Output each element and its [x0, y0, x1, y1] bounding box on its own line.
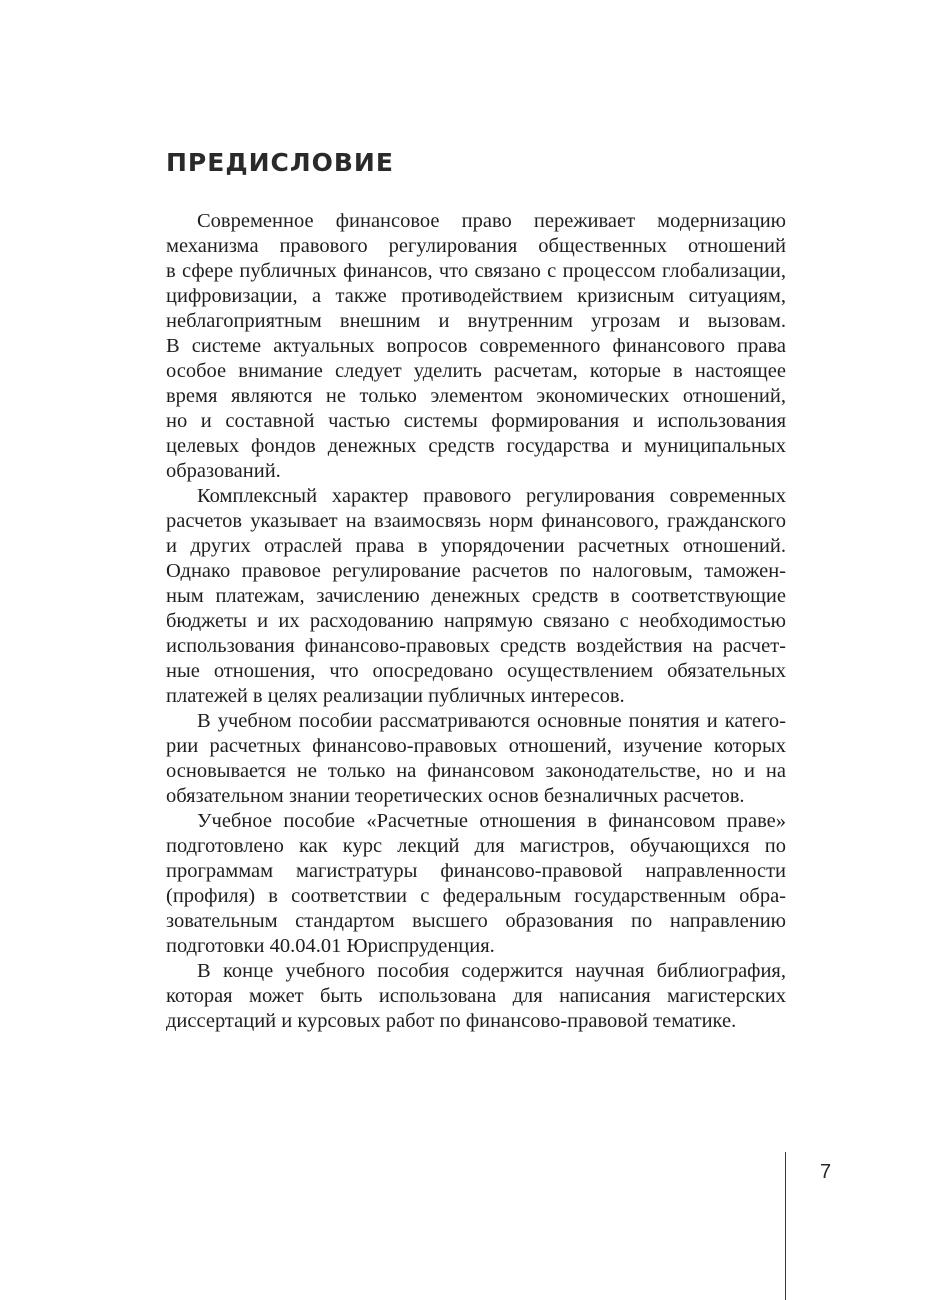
text-line: Однако правовое регулирование расчетов по налоговым, таможен- [166, 560, 786, 582]
text-line: Учебное пособие «Расчетные отношения в финансовом праве» [197, 810, 786, 832]
text-line: платежей в целях реализации публичных интересов. [166, 685, 625, 707]
text-line: основывается не только на финансовом законодательстве, но и на [166, 760, 786, 782]
text-line: Современное финансовое право переживает модернизацию [197, 210, 786, 232]
text-line: и других отраслей права в упорядочении расчетных отношений. [166, 535, 786, 557]
text-line: программам магистратуры финансово-правовой направленности [166, 860, 786, 882]
page-number: 7 [820, 1161, 832, 1183]
text-line: механизма правового регулирования общественных отношений [166, 235, 786, 257]
text-line: (профиля) в соответствии с федеральным государственным обра- [166, 885, 786, 907]
text-line: время являются не только элементом экономических отношений, [166, 385, 786, 407]
text-line: ные отношения, что опосредовано осуществлением обязательных [166, 660, 786, 682]
text-line: зовательным стандартом высшего образования по направлению [166, 910, 786, 932]
paragraph [166, 959, 786, 1034]
text-line: цифровизации, а также противодействием кризисным ситуациям, [166, 285, 786, 307]
text-line: неблагоприятным внешним и внутренним угрозам и вызовам. [166, 310, 786, 332]
text-line: Комплексный характер правового регулирования современных [197, 485, 786, 507]
text-line: особое внимание следует уделить расчетам, которые в настоящее [166, 360, 786, 382]
chapter-heading: ПРЕДИСЛОВИЕ [166, 148, 394, 177]
text-line: но и составной частью системы формирования и использования [166, 410, 786, 432]
text-line: подготовлено как курс лекций для магистров, обучающихся по [166, 835, 786, 857]
text-line: обязательном знании теоретических основ безналичных расчетов. [166, 785, 745, 807]
text-line: расчетов указывает на взаимосвязь норм финансового, гражданского [166, 510, 786, 532]
text-line: целевых фондов денежных средств государства и муниципальных [166, 435, 786, 457]
paragraph [166, 209, 786, 484]
text-line: диссертаций и курсовых работ по финансово-правовой тематике. [166, 1010, 737, 1032]
margin-rule [785, 1152, 786, 1300]
text-line: подготовки 40.04.01 Юриспруденция. [166, 935, 495, 957]
paragraph [166, 709, 786, 809]
paragraph [166, 484, 786, 709]
text-line: В конце учебного пособия содержится научная библиография, [197, 960, 786, 982]
text-line: В учебном пособии рассматриваются основные понятия и катего- [197, 710, 786, 732]
text-line: в сфере публичных финансов, что связано с процессом глобализации, [166, 260, 786, 282]
text-line: В системе актуальных вопросов современного финансового права [166, 335, 786, 357]
text-line: бюджеты и их расходованию напрямую связано с необходимостью [166, 610, 786, 632]
paragraph [166, 809, 786, 959]
text-line: использования финансово-правовых средств воздействия на расчет- [166, 635, 786, 657]
text-line: образований. [166, 460, 281, 482]
text-line: ным платежам, зачислению денежных средств в соответствующие [166, 585, 786, 607]
body-text [166, 209, 786, 1034]
text-line: рии расчетных финансово-правовых отношений, изучение которых [166, 735, 786, 757]
text-line: которая может быть использована для написания магистерских [166, 985, 786, 1007]
